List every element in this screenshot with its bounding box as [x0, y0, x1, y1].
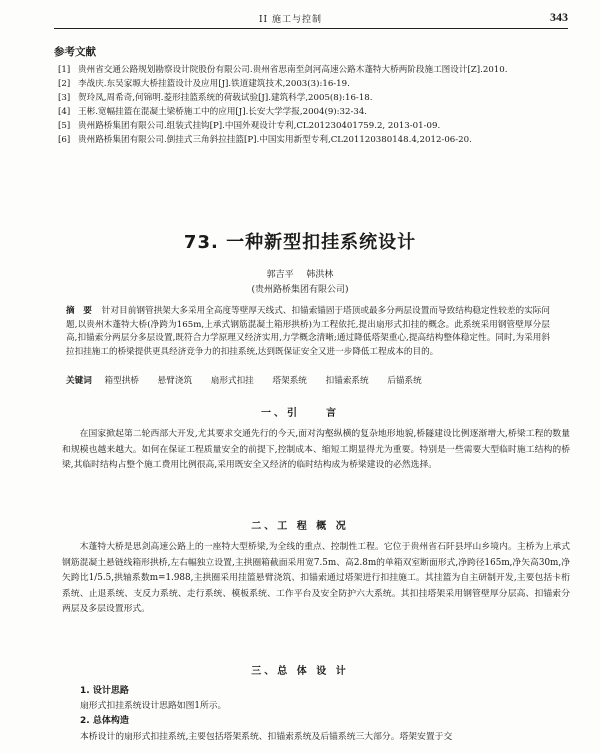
subsection-heading: 2. 总体构造 [80, 716, 129, 726]
intro-paragraph: 在国家掀起第二轮西部大开发,尤其要求交通先行的今天,面对沟壑纵横的复杂地形地貌,桥隧建设比例逐渐增大,桥梁工程的数量和规模也越来越大。如何在保证工程质量安全的前提下,控制成本、缩短工期显得尤为重要。特别是一些需要大型临时施工结构的桥梁,其临时结构占整个施工费用比例很高,采用既安全又经济的临时结构成为桥梁建设的必然选择。 [62, 429, 570, 471]
keyword: 塔架系统 [272, 376, 307, 386]
article-authors: 郭吉平 韩洪林 [266, 270, 334, 280]
subsection-text: 本桥设计的扇形式扣挂系统,主要包括塔架系统、扣锚索系统及后锚系统三大部分。塔架安置于交 [80, 732, 453, 742]
keyword: 后锚系统 [387, 376, 422, 386]
reference-item: [3] 贺玲凤,周希奇,何锦明.菱形挂篮系统的荷载试验[J].建筑科学,2005(8):16-18. [58, 93, 373, 103]
keywords [66, 374, 550, 386]
article-affiliation: (贵州路桥集团有限公司) [251, 285, 349, 295]
references-title: 参考文献 [54, 46, 96, 58]
section-heading-intro: 一、引 言 [261, 408, 339, 419]
section-heading-design: 三、总 体 设 计 [251, 666, 349, 677]
reference-item: [1] 贵州省交通公路规划勘察设计院股份有限公司.贵州省思南至剑河高速公路木蓬特大桥两阶段施工图设计[Z].2010. [58, 65, 508, 75]
keyword: 扇形式扣挂 [210, 376, 254, 386]
reference-list [58, 63, 566, 147]
reference-item: [5] 贵州路桥集团有限公司.组装式挂钩[P].中国外观设计专利,CL201230401759.2, 2013-01-09. [58, 121, 441, 131]
subsection-text: 扇形式扣挂系统设计思路如图1所示。 [80, 701, 227, 711]
keywords-label: 关键词 [66, 376, 92, 386]
reference-item: [6] 贵州路桥集团有限公司.倒挂式三角斜拉挂篮[P].中国实用新型专利,CL201120380148.4,2012-06-20. [58, 135, 472, 145]
overview-paragraph: 木蓬特大桥是思剑高速公路上的一座特大型桥梁,为全线的重点、控制性工程。它位于贵州省石阡县坪山乡境内。主桥为上承式钢筋混凝土悬链线箱形拱桥,左右幅独立设置,主拱圈箱截面采用宽7.5m、高2.8m的单箱双室断面形式,净跨径165m,净矢高30m,净矢跨比1/5.5,拱轴系数m=1.988,主拱圈采用挂篮悬臂浇筑、扣锚索通过塔架进行扣挂施工。其挂篮为自主研制开发,主要包括卡桁系统、止退系统、支反力系统、走行系统、模板系统、工作平台及安全防护六大系统。其扣挂塔架采用钢管壁厚分层高、扣锚索分两层及多层设置形式。 [62, 542, 570, 615]
abstract [66, 305, 550, 359]
reference-item: [4] 王彬.宽幅挂篮在混凝土梁桥施工中的应用[J].长安大学学报,2004(9):32-34. [58, 107, 368, 117]
reference-item: [2] 李战庆.东吴家塬大桥挂篮设计及应用[J].铁道建筑技术,2003(3):16-19. [58, 79, 350, 89]
article-title: 73. 一种新型扣挂系统设计 [183, 232, 417, 253]
running-header [54, 8, 568, 29]
page-number: 343 [550, 10, 568, 24]
keyword: 扣锚索系统 [325, 376, 369, 386]
keyword: 箱型拱桥 [104, 376, 139, 386]
subsection-heading: 1. 设计思路 [80, 686, 129, 696]
abstract-label: 摘 要 [66, 306, 92, 316]
section-heading-overview: 二、工 程 概 况 [251, 521, 349, 532]
header-section: II 施工与控制 [259, 15, 322, 25]
keyword: 悬臂浇筑 [157, 376, 193, 386]
abstract-text: 针对目前钢管拱架大多采用全高度等壁厚天线式、扣锚索锚固于塔顶或最多分两层设置而导致结构稳定性较差的实际问题,以贵州木蓬特大桥(净跨为165m,上承式钢筋混凝土箱形拱桥)为工程依托,提出扇形式扣挂的概念。此系统采用钢管壁厚分层高,扣锚索分两层分多层设置,既符合力学原理又经济实用,力学概念清晰;通过降低塔架重心,提高结构整体稳定性。同时,为采用斜拉扣挂施工的桥梁提供更具经济竞争力的扣挂系统,达到既保证安全又进一步降低工程成本的目的。 [66, 306, 550, 357]
